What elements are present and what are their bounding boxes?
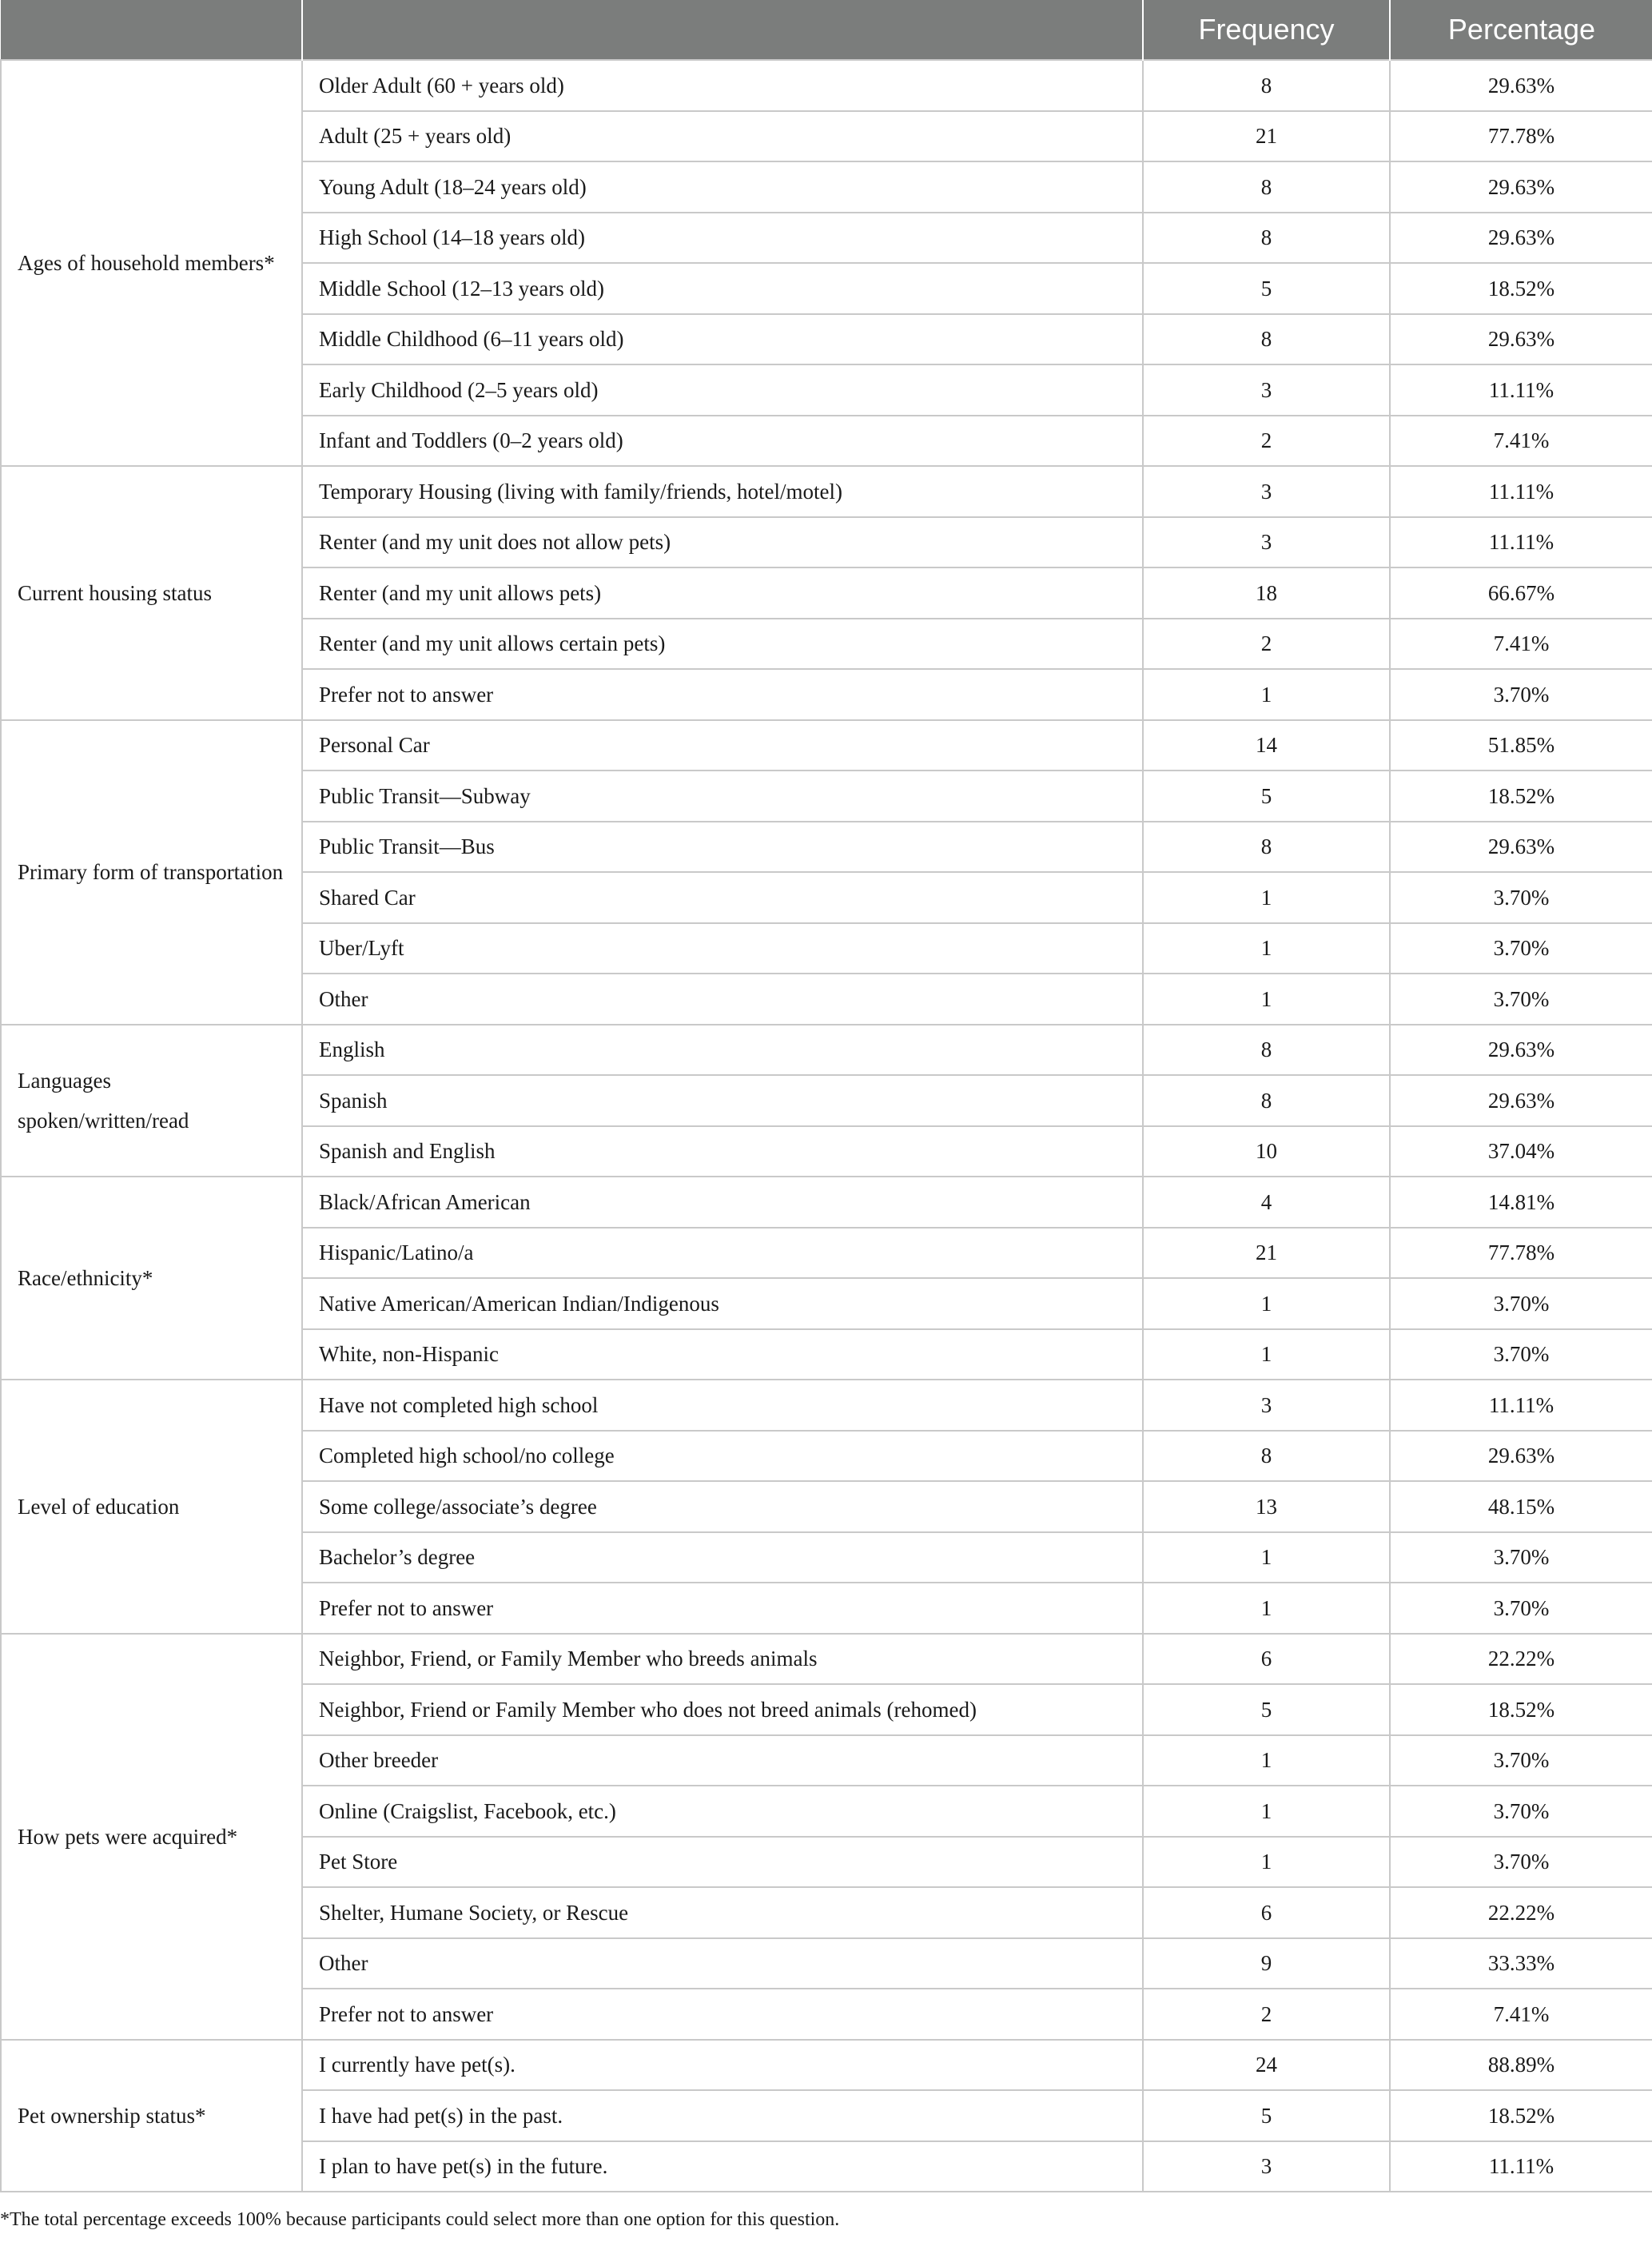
option-cell: Prefer not to answer	[302, 669, 1143, 720]
option-cell: Public Transit—Subway	[302, 771, 1143, 822]
option-cell: Adult (25 + years old)	[302, 111, 1143, 162]
option-cell: Spanish and English	[302, 1126, 1143, 1177]
frequency-cell: 1	[1143, 1532, 1390, 1583]
frequency-cell: 8	[1143, 60, 1390, 111]
frequency-cell: 6	[1143, 1887, 1390, 1938]
percentage-cell: 3.70%	[1390, 1837, 1652, 1888]
table-row	[1, 1025, 1652, 1076]
frequency-cell: 1	[1143, 669, 1390, 720]
option-cell: Prefer not to answer	[302, 1989, 1143, 2040]
percentage-cell: 11.11%	[1390, 1380, 1652, 1431]
percentage-cell: 11.11%	[1390, 364, 1652, 416]
header-row	[1, 0, 1652, 60]
percentage-cell: 7.41%	[1390, 619, 1652, 670]
table-row	[1, 2040, 1652, 2091]
option-cell: Young Adult (18–24 years old)	[302, 161, 1143, 213]
option-cell: I currently have pet(s).	[302, 2040, 1143, 2091]
table-row	[1, 60, 1652, 111]
frequency-cell: 8	[1143, 314, 1390, 365]
frequency-cell: 5	[1143, 1684, 1390, 1735]
option-cell: Middle Childhood (6–11 years old)	[302, 314, 1143, 365]
option-cell: Public Transit—Bus	[302, 822, 1143, 873]
percentage-cell: 18.52%	[1390, 2090, 1652, 2141]
option-cell: Shelter, Humane Society, or Rescue	[302, 1887, 1143, 1938]
frequency-cell: 3	[1143, 466, 1390, 517]
table-footnote: *The total percentage exceeds 100% because participants could select more than one option for this question.	[0, 2209, 840, 2230]
percentage-cell: 18.52%	[1390, 1684, 1652, 1735]
percentage-cell: 18.52%	[1390, 771, 1652, 822]
percentage-cell: 3.70%	[1390, 669, 1652, 720]
frequency-cell: 8	[1143, 161, 1390, 213]
option-cell: Other	[302, 1938, 1143, 1989]
frequency-cell: 13	[1143, 1481, 1390, 1532]
frequency-cell: 1	[1143, 1786, 1390, 1837]
frequency-cell: 1	[1143, 1278, 1390, 1329]
percentage-cell: 3.70%	[1390, 872, 1652, 923]
frequency-cell: 14	[1143, 720, 1390, 771]
frequency-cell: 6	[1143, 1634, 1390, 1685]
option-cell: Neighbor, Friend or Family Member who does not breed animals (rehomed)	[302, 1684, 1143, 1735]
frequency-cell: 10	[1143, 1126, 1390, 1177]
option-cell: Prefer not to answer	[302, 1583, 1143, 1634]
category-cell: Level of education	[1, 1380, 302, 1634]
percentage-cell: 3.70%	[1390, 1735, 1652, 1786]
frequency-cell: 3	[1143, 1380, 1390, 1431]
frequency-cell: 8	[1143, 1075, 1390, 1126]
percentage-cell: 22.22%	[1390, 1887, 1652, 1938]
frequency-cell: 9	[1143, 1938, 1390, 1989]
percentage-cell: 3.70%	[1390, 1278, 1652, 1329]
table-row	[1, 720, 1652, 771]
option-cell: Temporary Housing (living with family/friends, hotel/motel)	[302, 466, 1143, 517]
percentage-cell: 51.85%	[1390, 720, 1652, 771]
frequency-cell: 5	[1143, 263, 1390, 314]
frequency-cell: 3	[1143, 364, 1390, 416]
option-cell: Renter (and my unit allows certain pets)	[302, 619, 1143, 670]
percentage-cell: 29.63%	[1390, 1025, 1652, 1076]
category-cell: Current housing status	[1, 466, 302, 720]
table-row	[1, 466, 1652, 517]
percentage-cell: 7.41%	[1390, 1989, 1652, 2040]
percentage-cell: 22.22%	[1390, 1634, 1652, 1685]
frequency-cell: 8	[1143, 1025, 1390, 1076]
percentage-cell: 11.11%	[1390, 517, 1652, 568]
percentage-cell: 18.52%	[1390, 263, 1652, 314]
percentage-cell: 29.63%	[1390, 314, 1652, 365]
option-cell: Have not completed high school	[302, 1380, 1143, 1431]
header-option	[302, 0, 1143, 60]
percentage-cell: 66.67%	[1390, 567, 1652, 619]
header-frequency: Frequency	[1143, 0, 1390, 60]
percentage-cell: 37.04%	[1390, 1126, 1652, 1177]
percentage-cell: 88.89%	[1390, 2040, 1652, 2091]
percentage-cell: 29.63%	[1390, 1431, 1652, 1482]
percentage-cell: 29.63%	[1390, 60, 1652, 111]
frequency-cell: 3	[1143, 517, 1390, 568]
frequency-cell: 1	[1143, 1735, 1390, 1786]
percentage-cell: 3.70%	[1390, 974, 1652, 1025]
percentage-cell: 14.81%	[1390, 1177, 1652, 1228]
percentage-cell: 3.70%	[1390, 1329, 1652, 1380]
table-body	[1, 60, 1652, 2192]
option-cell: Bachelor’s degree	[302, 1532, 1143, 1583]
option-cell: I plan to have pet(s) in the future.	[302, 2141, 1143, 2192]
option-cell: Completed high school/no college	[302, 1431, 1143, 1482]
option-cell: Neighbor, Friend, or Family Member who breeds animals	[302, 1634, 1143, 1685]
frequency-cell: 21	[1143, 111, 1390, 162]
option-cell: Older Adult (60 + years old)	[302, 60, 1143, 111]
option-cell: Black/African American	[302, 1177, 1143, 1228]
percentage-cell: 3.70%	[1390, 1786, 1652, 1837]
frequency-cell: 8	[1143, 213, 1390, 264]
frequency-cell: 1	[1143, 872, 1390, 923]
option-cell: I have had pet(s) in the past.	[302, 2090, 1143, 2141]
frequency-cell: 1	[1143, 923, 1390, 974]
frequency-cell: 5	[1143, 2090, 1390, 2141]
option-cell: Infant and Toddlers (0–2 years old)	[302, 416, 1143, 467]
percentage-cell: 77.78%	[1390, 111, 1652, 162]
frequency-cell: 2	[1143, 416, 1390, 467]
category-cell: Languages spoken/written/read	[1, 1025, 302, 1177]
percentage-cell: 11.11%	[1390, 466, 1652, 517]
option-cell: Personal Car	[302, 720, 1143, 771]
frequency-cell: 1	[1143, 1583, 1390, 1634]
table-row	[1, 1380, 1652, 1431]
percentage-cell: 3.70%	[1390, 1583, 1652, 1634]
frequency-cell: 2	[1143, 1989, 1390, 2040]
table-row	[1, 1634, 1652, 1685]
option-cell: Uber/Lyft	[302, 923, 1143, 974]
category-cell: Pet ownership status*	[1, 2040, 302, 2192]
category-cell: How pets were acquired*	[1, 1634, 302, 2040]
category-cell: Ages of household members*	[1, 60, 302, 466]
option-cell: Shared Car	[302, 872, 1143, 923]
table-row	[1, 1177, 1652, 1228]
table-header	[1, 0, 1652, 60]
percentage-cell: 29.63%	[1390, 161, 1652, 213]
percentage-cell: 77.78%	[1390, 1228, 1652, 1279]
percentage-cell: 48.15%	[1390, 1481, 1652, 1532]
option-cell: High School (14–18 years old)	[302, 213, 1143, 264]
header-percentage: Percentage	[1390, 0, 1652, 60]
option-cell: Other breeder	[302, 1735, 1143, 1786]
frequency-cell: 1	[1143, 1329, 1390, 1380]
percentage-cell: 3.70%	[1390, 923, 1652, 974]
option-cell: Native American/American Indian/Indigenous	[302, 1278, 1143, 1329]
frequency-cell: 4	[1143, 1177, 1390, 1228]
frequency-cell: 1	[1143, 1837, 1390, 1888]
option-cell: White, non-Hispanic	[302, 1329, 1143, 1380]
percentage-cell: 3.70%	[1390, 1532, 1652, 1583]
category-cell: Primary form of transportation	[1, 720, 302, 1025]
percentage-cell: 29.63%	[1390, 213, 1652, 264]
option-cell: Middle School (12–13 years old)	[302, 263, 1143, 314]
frequency-cell: 5	[1143, 771, 1390, 822]
option-cell: Renter (and my unit does not allow pets)	[302, 517, 1143, 568]
percentage-cell: 33.33%	[1390, 1938, 1652, 1989]
header-category	[1, 0, 302, 60]
frequency-cell: 3	[1143, 2141, 1390, 2192]
frequency-cell: 8	[1143, 1431, 1390, 1482]
percentage-cell: 7.41%	[1390, 416, 1652, 467]
category-cell: Race/ethnicity*	[1, 1177, 302, 1380]
frequency-cell: 18	[1143, 567, 1390, 619]
frequency-cell: 8	[1143, 822, 1390, 873]
option-cell: Other	[302, 974, 1143, 1025]
option-cell: Renter (and my unit allows pets)	[302, 567, 1143, 619]
option-cell: Early Childhood (2–5 years old)	[302, 364, 1143, 416]
frequency-cell: 1	[1143, 974, 1390, 1025]
frequency-cell: 21	[1143, 1228, 1390, 1279]
option-cell: Spanish	[302, 1075, 1143, 1126]
option-cell: English	[302, 1025, 1143, 1076]
frequency-cell: 24	[1143, 2040, 1390, 2091]
frequency-cell: 2	[1143, 619, 1390, 670]
option-cell: Pet Store	[302, 1837, 1143, 1888]
option-cell: Online (Craigslist, Facebook, etc.)	[302, 1786, 1143, 1837]
option-cell: Hispanic/Latino/a	[302, 1228, 1143, 1279]
percentage-cell: 11.11%	[1390, 2141, 1652, 2192]
percentage-cell: 29.63%	[1390, 1075, 1652, 1126]
option-cell: Some college/associate’s degree	[302, 1481, 1143, 1532]
percentage-cell: 29.63%	[1390, 822, 1652, 873]
